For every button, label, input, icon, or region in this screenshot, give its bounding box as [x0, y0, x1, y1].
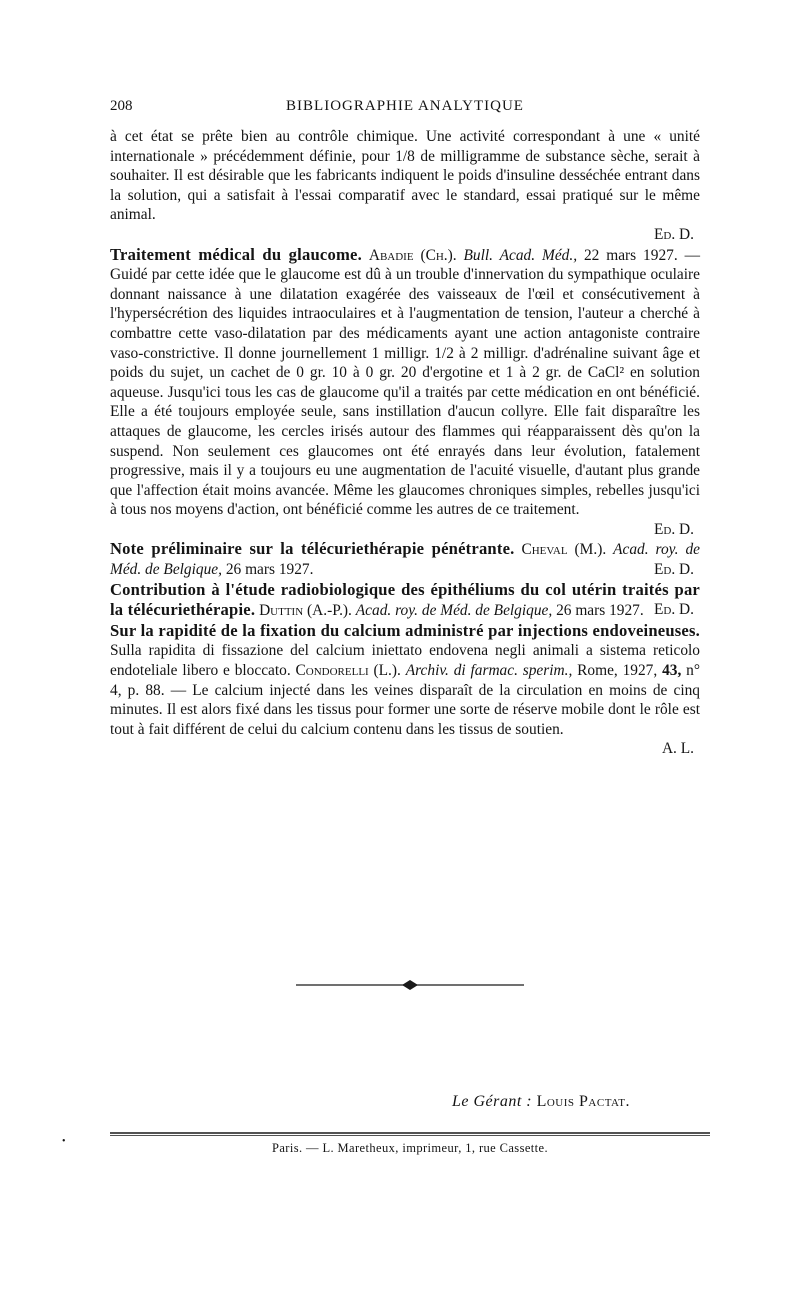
- entry-original-title: Sulla rapidita di fissazione del calcium iniettato endovena negli animali a sistema reticolo endoteliale libero e bloccato.: [110, 642, 700, 680]
- entry-author: Abadie (Ch.).: [368, 246, 457, 264]
- page-number: 208: [110, 98, 133, 114]
- footer-rule: [110, 1132, 710, 1136]
- entry-signature: Ed. D.: [653, 561, 694, 579]
- entry-signature: Ed. D.: [653, 601, 694, 619]
- gerant-label: Le Gérant :: [451, 1093, 533, 1110]
- entry-journal: Acad. roy. de Méd. de Belgique,: [355, 602, 553, 620]
- gerant-name: Louis Pactat.: [536, 1093, 630, 1110]
- running-title: BIBLIOGRAPHIE ANALYTIQUE: [286, 98, 524, 114]
- entry-date: 26 mars 1927.: [556, 602, 644, 620]
- entry-signature: A. L.: [661, 740, 694, 758]
- entry-text: — Le calcium injecté dans les veines disparaît de la circulation en moins de cinq minutes. Il est alors fixé dans les tissus pour former une sorte de réserve mobile dont le rôle est tout à fait différent de celui du calcium contenu dans les tissus de soutien.: [110, 681, 700, 738]
- entry-author: Condorelli (L.).: [295, 662, 401, 680]
- entry-signature: Ed. D.: [653, 520, 694, 538]
- printer-imprint: Paris. — L. Maretheux, imprimeur, 1, rue Cassette.: [271, 1141, 549, 1155]
- entry-calcium: [110, 621, 700, 740]
- entry-journal: Archiv. di farmac. sperim.,: [405, 662, 573, 680]
- entry-title: Note préliminaire sur la télécuriethérapie pénétrante.: [110, 539, 515, 559]
- entry-author: Cheval (M.).: [521, 541, 607, 559]
- entry-author: Duttin (A.-P.).: [259, 602, 352, 620]
- entry-issue-pages: n° 4, p. 88.: [110, 662, 700, 699]
- section-ornament: [296, 978, 524, 992]
- entry-place-date: Rome, 1927,: [577, 662, 658, 680]
- entry-text: — Guidé par cette idée que le glaucome est dû à un trouble d'innervation du sympathique oculaire donnant naissance à une dilatation exagérée des vaisseaux de l'œil et consécutivement à l'hypersécrétion des liquides intraoculaires et à l'augmentation de tension, l'auteur a cherché à combattre cette vaso-dilatation par des médicaments ayant une action antagoniste contraire vaso-constrictive. Il donne journellement 1 milligr. 1/2 à 2 milligr. d'adrénaline suivant âge et poids du sujet, un cachet de 0 gr. 10 à 0 gr. 20 d'ergotine et 1 à 2 gr. de CaCl² en solution aqueuse. Jusqu'ici tous les cas de glaucome qu'il a traités par cette médication en ont bénéficié. Elle a été toujours employée seule, sans instillation d'aucun collyre. Elle fait disparaître les attaques de glaucome, les cercles irisés autour des flammes qui réapparaissent dès qu'on la suspend. Non seulement ces glaucomes ont été enrayés dans leur évolution, fatalement progressive, mais il y a toujours eu une augmentation de l'acuité visuelle, d'autant plus grande que l'affection était moins avancée. Même les glaucomes chroniques simples, rebelles jusqu'ici à tous nos moyens d'action, ont bénéficié comme les autres de ce traitement.: [110, 246, 700, 519]
- page-body: [110, 127, 700, 759]
- intro-signature: Ed. D.: [653, 225, 694, 243]
- entry-title: Traitement médical du glaucome.: [110, 244, 362, 264]
- intro-text: à cet état se prête bien au contrôle chimique. Une activité correspondant à une « unité internationale » précédemment définie, pour 1/8 de milligramme de substance sèche, serait à souhaiter. Il est désirable que les fabricants indiquent le poids d'insuline desséchée entrant dans la solution, qui a satisfait à l'essai comparatif avec le standard, essai pratiqué sur le même animal.: [110, 128, 700, 224]
- page-header: [110, 98, 700, 122]
- entry-glaucome: [110, 245, 700, 520]
- entry-date: 22 mars 1927.: [583, 246, 678, 264]
- entry-date: 26 mars 1927.: [225, 561, 314, 579]
- entry-title: Contribution à l'étude radiobiologique des épithéliums du col utérin traités par la télécuriethérapie.: [110, 579, 700, 620]
- entry-title: Sur la rapidité de la fixation du calcium administré par injections endoveineuses.: [110, 620, 700, 640]
- entry-col-uterin: [110, 580, 700, 621]
- entry-volume: 43,: [662, 662, 682, 680]
- entry-journal: Acad. roy. de Méd. de Belgique,: [110, 541, 700, 579]
- gerant-line: [110, 1093, 630, 1111]
- entry-journal: Bull. Acad. Méd.,: [463, 246, 578, 264]
- intro-paragraph: [110, 127, 700, 225]
- entry-telecuriethérapie: [110, 539, 700, 579]
- margin-mark: •: [62, 1136, 66, 1147]
